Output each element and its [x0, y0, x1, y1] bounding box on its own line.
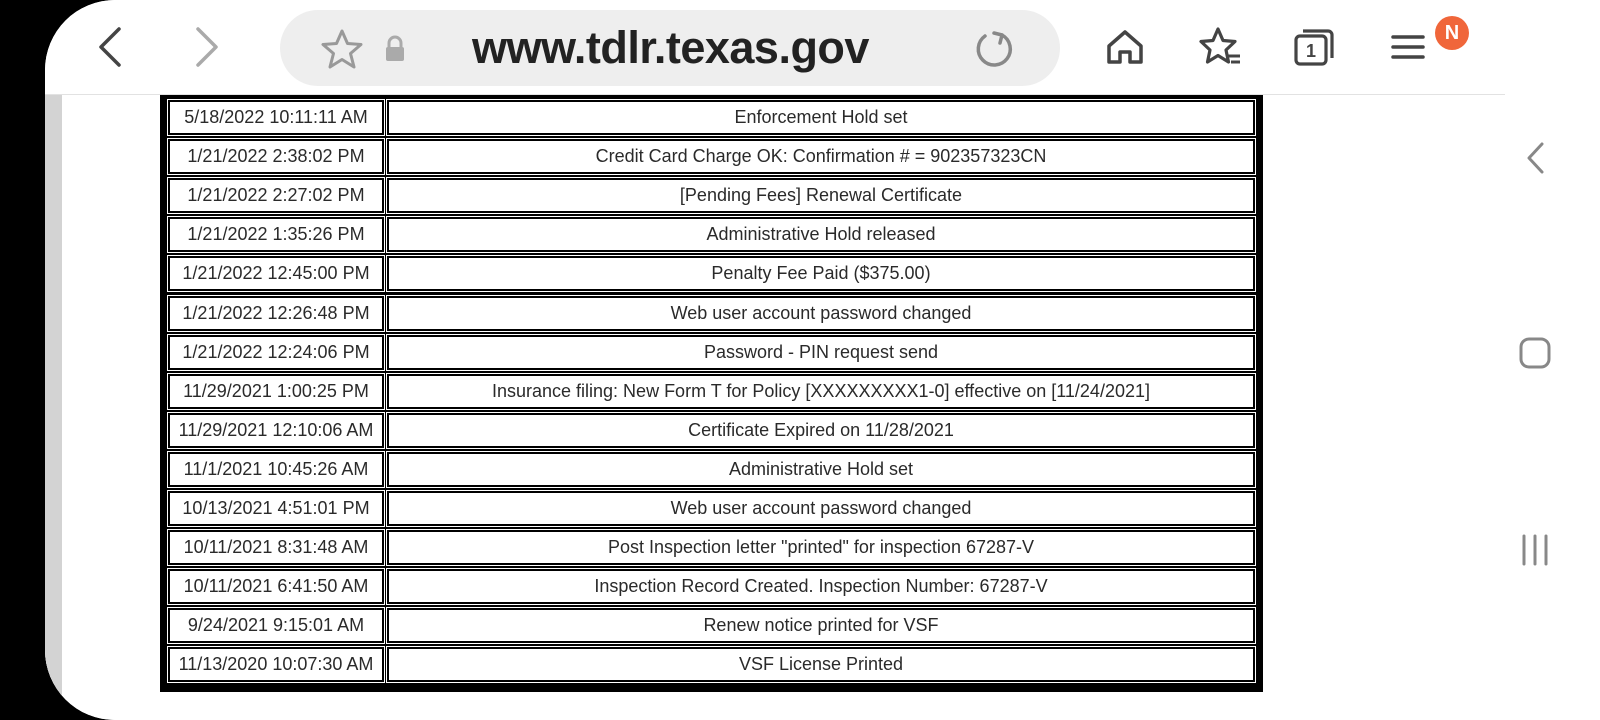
table-row: [167, 413, 1256, 448]
reload-icon[interactable]: [972, 27, 1016, 76]
chevron-left-icon: [95, 26, 125, 68]
table-row: [167, 374, 1256, 409]
bookmarks-button[interactable]: [1195, 22, 1245, 72]
event-date-cell: 10/11/2021 6:41:50 AM: [168, 569, 384, 604]
event-description-cell: Enforcement Hold set: [387, 100, 1255, 135]
system-navigation: [1505, 95, 1600, 720]
page-content: [45, 95, 1505, 720]
recent-apps-icon: [1518, 533, 1552, 567]
home-icon: [1105, 27, 1145, 67]
back-button[interactable]: [85, 22, 135, 72]
hamburger-menu-icon: [1388, 27, 1428, 67]
event-description-cell: Insurance filing: New Form T for Policy [XXXXXXXXX1-0] effective on [11/24/2021]: [387, 374, 1255, 409]
event-description-cell: [Pending Fees] Renewal Certificate: [387, 178, 1255, 213]
event-date-cell: 11/13/2020 10:07:30 AM: [168, 647, 384, 682]
event-date-cell: 1/21/2022 2:38:02 PM: [168, 139, 384, 174]
event-date-cell: 10/11/2021 8:31:48 AM: [168, 530, 384, 565]
event-date-cell: 1/21/2022 12:24:06 PM: [168, 335, 384, 370]
phone-screen: [45, 0, 1600, 720]
table-row: [167, 217, 1256, 252]
table-row: [167, 100, 1256, 135]
event-date-cell: 1/21/2022 12:45:00 PM: [168, 256, 384, 291]
tab-count: 1: [1305, 41, 1317, 61]
menu-button[interactable]: [1383, 22, 1433, 72]
table-row: [167, 139, 1256, 174]
table-row: [167, 530, 1256, 565]
event-date-cell: 9/24/2021 9:15:01 AM: [168, 608, 384, 643]
event-date-cell: 11/29/2021 12:10:06 AM: [168, 413, 384, 448]
event-description-cell: Post Inspection letter "printed" for inspection 67287-V: [387, 530, 1255, 565]
chevron-left-icon: [1524, 141, 1546, 175]
table-row: [167, 608, 1256, 643]
event-description-cell: Credit Card Charge OK: Confirmation # = 902357323CN: [387, 139, 1255, 174]
event-description-cell: VSF License Printed: [387, 647, 1255, 682]
square-home-icon: [1518, 336, 1552, 370]
event-description-cell: Administrative Hold set: [387, 452, 1255, 487]
home-button[interactable]: [1100, 22, 1150, 72]
table-row: [167, 491, 1256, 526]
event-date-cell: 11/29/2021 1:00:25 PM: [168, 374, 384, 409]
browser-toolbar: [45, 0, 1600, 95]
event-description-cell: Web user account password changed: [387, 491, 1255, 526]
table-row: [167, 256, 1256, 291]
table-row: [167, 569, 1256, 604]
home-nav-button[interactable]: [1510, 328, 1560, 378]
bookmark-star-icon[interactable]: [320, 28, 364, 75]
notification-badge: N: [1435, 16, 1469, 50]
url-text[interactable]: www.tdlr.texas.gov: [472, 22, 869, 73]
forward-button[interactable]: [182, 22, 232, 72]
table-row: [167, 335, 1256, 370]
event-description-cell: Penalty Fee Paid ($375.00): [387, 256, 1255, 291]
tabs-icon: [1292, 26, 1336, 68]
table-row: [167, 647, 1256, 682]
event-description-cell: Web user account password changed: [387, 296, 1255, 331]
event-description-cell: Renew notice printed for VSF: [387, 608, 1255, 643]
event-date-cell: 11/1/2021 10:45:26 AM: [168, 452, 384, 487]
table-row: [167, 296, 1256, 331]
star-list-icon: [1198, 26, 1242, 68]
license-history-table: [160, 95, 1263, 692]
tabs-button[interactable]: [1289, 22, 1339, 72]
event-date-cell: 1/21/2022 2:27:02 PM: [168, 178, 384, 213]
event-description-cell: Password - PIN request send: [387, 335, 1255, 370]
event-description-cell: Inspection Record Created. Inspection Number: 67287-V: [387, 569, 1255, 604]
event-date-cell: 1/21/2022 12:26:48 PM: [168, 296, 384, 331]
lock-icon: [384, 35, 406, 68]
table-row: [167, 452, 1256, 487]
scrollbar-track[interactable]: [45, 95, 62, 720]
table-row: [167, 178, 1256, 213]
recent-apps-button[interactable]: [1510, 525, 1560, 575]
address-bar[interactable]: [280, 10, 1060, 86]
event-date-cell: 5/18/2022 10:11:11 AM: [168, 100, 384, 135]
chevron-right-icon: [192, 26, 222, 68]
event-date-cell: 1/21/2022 1:35:26 PM: [168, 217, 384, 252]
side-panel-button[interactable]: [1510, 133, 1560, 183]
event-description-cell: Certificate Expired on 11/28/2021: [387, 413, 1255, 448]
event-date-cell: 10/13/2021 4:51:01 PM: [168, 491, 384, 526]
event-description-cell: Administrative Hold released: [387, 217, 1255, 252]
